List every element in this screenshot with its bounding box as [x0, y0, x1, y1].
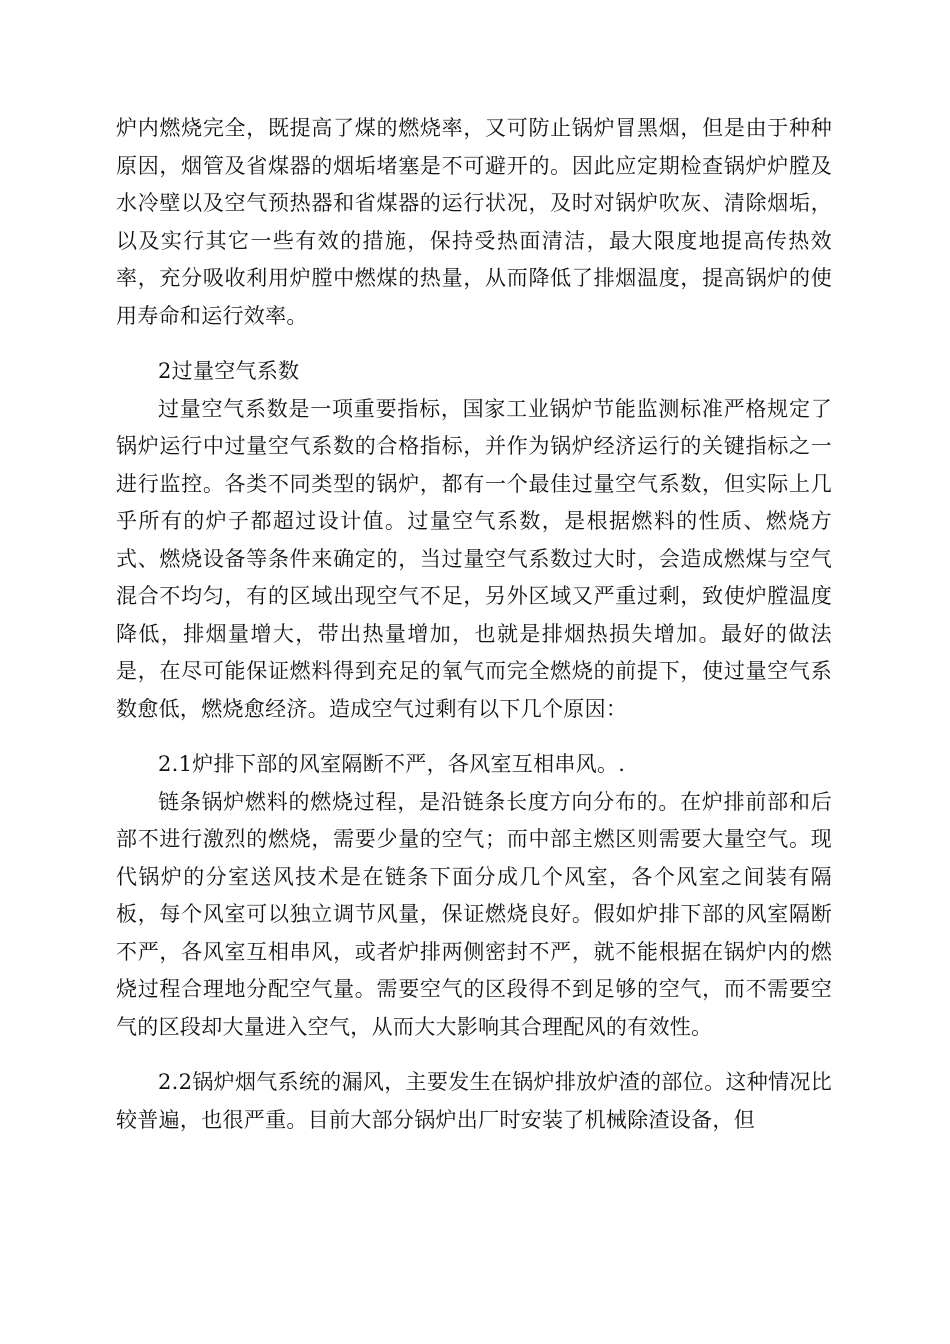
section-heading-2: 2过量空气系数 — [158, 359, 300, 383]
section-heading-2-1: 2.1炉排下部的风室隔断不严，各风室互相串风。. — [158, 752, 626, 776]
paragraph-excess-air-coefficient: 过量空气系数是一项重要指标，国家工业锅炉节能监测标准严格规定了锅炉运行中过量空气系数的合格指标，并作为锅炉经济运行的关键指标之一进行监控。各类不同类型的锅炉，都有一个最佳过量空气系数，但实际上几乎所有的炉子都超过设计值。过量空气系数，是根据燃料的性质、燃烧方式、燃烧设备等条件来确定的，当过量空气系数过大时，会造成燃煤与空气混合不均匀，有的区域出现空气不足，另外区域又严重过剩，致使炉膛温度降低，排烟量增大，带出热量增加，也就是排烟热损失增加。最好的做法是，在尽可能保证燃料得到充足的氧气而完全燃烧的前提下，使过量空气系数愈低，燃烧愈经济。造成空气过剩有以下几个原因： — [116, 396, 832, 721]
document-page — [116, 110, 832, 1139]
paragraph-chain-grate-combustion: 链条锅炉燃料的燃烧过程，是沿链条长度方向分布的。在炉排前部和后部不进行激烈的燃烧，需要少量的空气；而中部主燃区则需要大量空气。现代锅炉的分室送风技术是在链条下面分成几个风室，各个风室之间装有隔板，每个风室可以独立调节风量，保证燃烧良好。假如炉排下部的风室隔断不严，各风室互相串风，或者炉排两侧密封不严，就不能根据在锅炉内的燃烧过程合理地分配空气量。需要空气的区段得不到足够的空气，而不需要空气的区段却大量进入空气，从而大大影响其合理配风的有效性。 — [116, 789, 832, 1039]
paragraph-flue-gas-leakage: 2.2锅炉烟气系统的漏风，主要发生在锅炉排放炉渣的部位。这种情况比较普遍，也很严重。目前大部分锅炉出厂时安装了机械除渣设备，但 — [116, 1070, 832, 1132]
paragraph-continuation: 炉内燃烧完全，既提高了煤的燃烧率，又可防止锅炉冒黑烟，但是由于种种原因，烟管及省煤器的烟垢堵塞是不可避开的。因此应定期检查锅炉炉膛及水冷壁以及空气预热器和省煤器的运行状况，及时对锅炉吹灰、清除烟垢，以及实行其它一些有效的措施，保持受热面清洁，最大限度地提高传热效率，充分吸收利用炉膛中燃煤的热量，从而降低了排烟温度，提高锅炉的使用寿命和运行效率。 — [116, 116, 832, 328]
